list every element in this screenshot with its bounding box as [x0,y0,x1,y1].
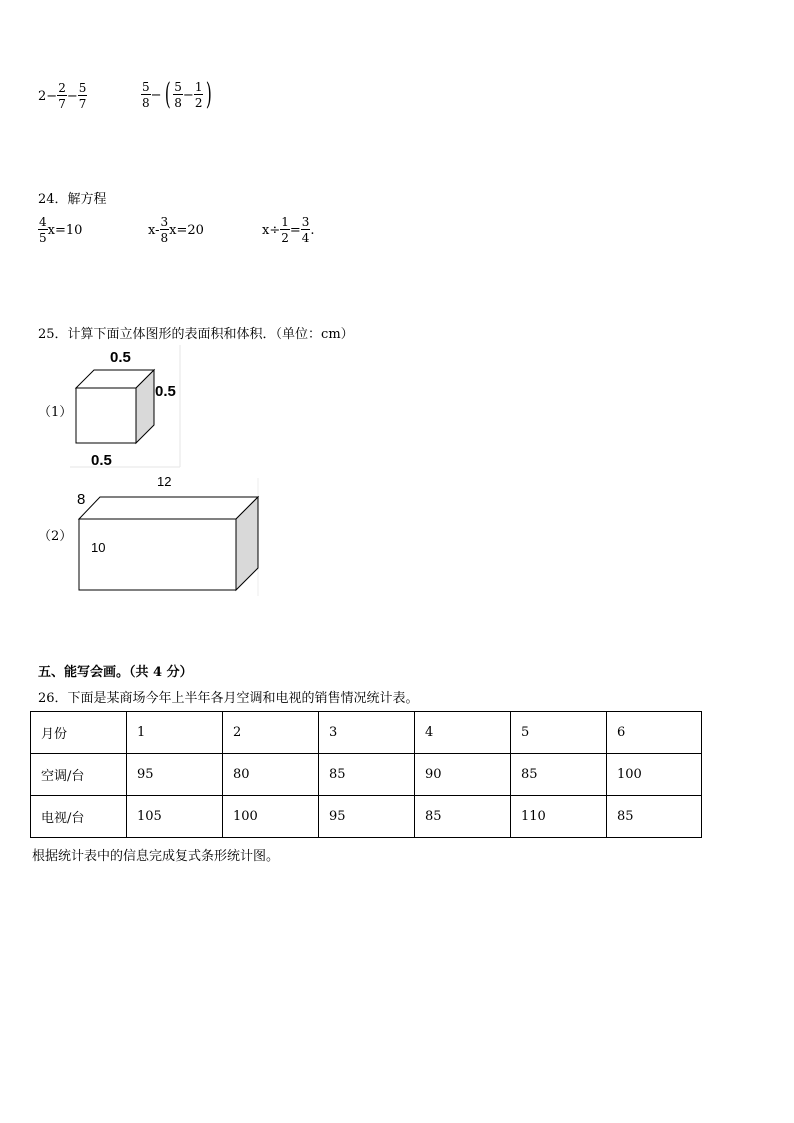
minus-sign: − [182,87,194,103]
table-header-cell: 空调/台 [31,754,127,796]
calc-expression-1 [38,82,87,110]
cuboid-width-label: 8 [77,491,86,508]
fraction: $\frac{3}{8}$ [160,215,169,245]
minus-sign: − [150,87,162,103]
minus-sign: − [66,88,78,104]
fraction: $\frac{1}{2}$ [194,80,203,110]
equals-sign: = [289,222,301,238]
question-25-title: 25．计算下面立体图形的表面积和体积．（单位：cm） [38,327,354,342]
table-cell: 100 [607,754,702,796]
calc-expression-2 [141,77,215,112]
question-24-title: 24．解方程 [38,192,107,207]
table-cell: 2 [223,712,319,754]
table-cell: 95 [319,796,415,838]
table-cell: 100 [223,796,319,838]
left-paren: ( [164,77,171,112]
number: 2 [38,88,47,104]
table-cell: 80 [223,754,319,796]
table-row [31,712,702,754]
cuboid-height-label: 10 [91,540,106,555]
fraction: $\frac{4}{5}$ [39,215,47,245]
cuboid-length-label: 12 [157,474,172,489]
cube-bottom-length: 0.5 [91,452,112,469]
table-header-cell: 电视/台 [31,796,127,838]
figure-1-label: （1） [38,405,73,420]
question-26-title: 26．下面是某商场今年上半年各月空调和电视的销售情况统计表。 [38,691,419,706]
equation-text: x÷ [262,222,281,238]
table-cell: 105 [127,796,223,838]
table-row [31,796,702,838]
equation-3 [262,216,315,244]
table-cell: 85 [415,796,511,838]
equation-text: x=20 [169,222,204,238]
table-row [31,754,702,796]
question-26-footer: 根据统计表中的信息完成复式条形统计图。 [32,849,280,864]
figure-2-label: （2） [38,529,73,544]
equation-1 [38,216,82,244]
section-title: 五、能写会画。（共 4 分） [38,665,193,680]
fraction: $\frac{2}{7}$ [58,81,66,111]
minus-sign: − [46,88,58,104]
fraction: $\frac{5}{8}$ [142,80,150,110]
period: . [310,222,315,238]
fraction: $\frac{3}{4}$ [301,215,310,245]
table-cell: 6 [607,712,702,754]
table-cell: 90 [415,754,511,796]
equation-text: x- [148,222,160,238]
table-cell: 4 [415,712,511,754]
table-cell: 85 [511,754,607,796]
table-cell: 85 [607,796,702,838]
table-cell: 110 [511,796,607,838]
table-cell: 85 [319,754,415,796]
equation-text: x=10 [47,222,83,238]
cube-top-length: 0.5 [110,349,131,366]
sales-table [30,711,702,838]
fraction: $\frac{5}{7}$ [78,81,87,111]
table-cell: 5 [511,712,607,754]
fraction: $\frac{1}{2}$ [281,215,289,245]
table-header-cell: 月份 [31,712,127,754]
cuboid-figure [70,478,270,598]
right-paren: ) [206,77,213,112]
fraction: $\frac{5}{8}$ [174,80,182,110]
table-cell: 1 [127,712,223,754]
cube-right-length: 0.5 [155,383,176,400]
equation-2 [148,216,204,244]
table-cell: 95 [127,754,223,796]
table-cell: 3 [319,712,415,754]
